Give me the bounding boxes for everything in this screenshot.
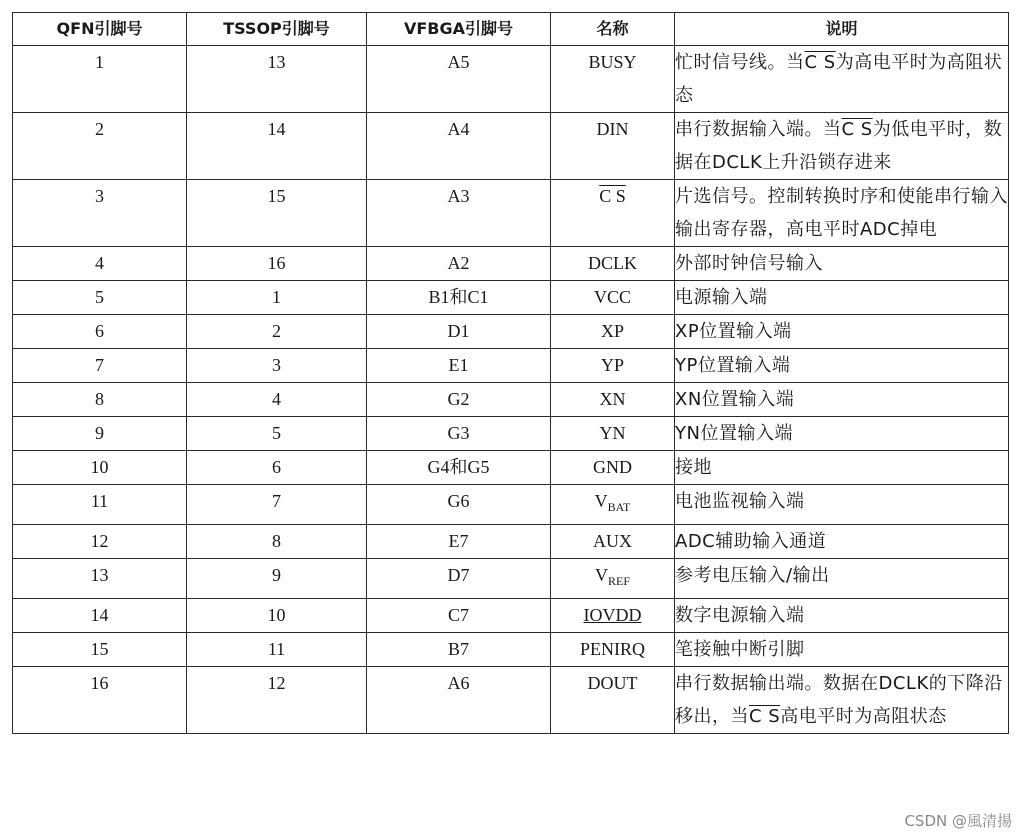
cell-tssop: 16: [187, 247, 367, 281]
description-text: 片选信号。控制转换时序和使能串行输入输出寄存器，高电平时ADC掉电: [675, 186, 1008, 240]
table-row: [13, 599, 1009, 633]
table-row: [13, 383, 1009, 417]
pin-name-text: BUSY: [588, 52, 637, 72]
cell-qfn: 3: [13, 180, 187, 247]
pin-name-text: V: [594, 491, 608, 511]
cell-qfn: 13: [13, 559, 187, 599]
cell-tssop: 2: [187, 315, 367, 349]
description-text: 高电平时为高阻状态: [780, 706, 947, 727]
header-name: 名称: [551, 13, 675, 46]
cell-qfn: 11: [13, 485, 187, 525]
cs-signal-text: C S: [749, 706, 781, 727]
pin-name-text: DIN: [596, 119, 629, 139]
cell-pin-name: [551, 525, 675, 559]
table-row: [13, 349, 1009, 383]
cell-pin-name: [551, 46, 675, 113]
cell-description: [675, 633, 1009, 667]
table-row: [13, 559, 1009, 599]
cell-vfbga: B7: [367, 633, 551, 667]
pin-name-text: C S: [599, 186, 626, 206]
description-text: ADC辅助输入通道: [675, 531, 827, 552]
cell-qfn: 12: [13, 525, 187, 559]
cell-vfbga: E7: [367, 525, 551, 559]
cell-description: [675, 247, 1009, 281]
table-row: [13, 485, 1009, 525]
cell-qfn: 5: [13, 281, 187, 315]
pin-name-text: XN: [599, 389, 626, 409]
pin-name-text: PENIRQ: [579, 639, 645, 659]
cell-vfbga: C7: [367, 599, 551, 633]
description-text: 参考电压输入/输出: [675, 565, 830, 586]
cell-qfn: 16: [13, 667, 187, 734]
description-text: 忙时信号线。当: [675, 52, 805, 73]
header-vfbga: VFBGA引脚号: [367, 13, 551, 46]
description-text: YN位置输入端: [675, 423, 793, 444]
description-text: 串行数据输出端。数据在DCLK的下降沿移出，当: [675, 673, 1003, 727]
header-description: 说明: [675, 13, 1009, 46]
table-row: [13, 281, 1009, 315]
description-text: 串行数据输入端。当: [675, 119, 842, 140]
table-row: [13, 180, 1009, 247]
cell-description: [675, 451, 1009, 485]
table-row: [13, 113, 1009, 180]
cell-tssop: 1: [187, 281, 367, 315]
cell-pin-name: [551, 113, 675, 180]
cell-tssop: 14: [187, 113, 367, 180]
pin-name-text: V: [594, 565, 608, 585]
table-header: [13, 13, 1009, 46]
table-row: [13, 633, 1009, 667]
table-row: [13, 315, 1009, 349]
pin-name-text: AUX: [593, 531, 632, 551]
table-row: [13, 451, 1009, 485]
cell-qfn: 14: [13, 599, 187, 633]
cs-signal-text: C S: [804, 52, 836, 73]
cell-qfn: 8: [13, 383, 187, 417]
cell-description: [675, 525, 1009, 559]
cell-pin-name: [551, 349, 675, 383]
table-row: [13, 46, 1009, 113]
cell-tssop: 10: [187, 599, 367, 633]
cell-qfn: 15: [13, 633, 187, 667]
cell-description: [675, 46, 1009, 113]
table-row: [13, 247, 1009, 281]
cell-tssop: 11: [187, 633, 367, 667]
cell-description: [675, 315, 1009, 349]
description-text: 笔接触中断引脚: [675, 639, 805, 660]
cell-tssop: 12: [187, 667, 367, 734]
pin-table: [12, 12, 1009, 734]
pin-name-text: VCC: [593, 287, 631, 307]
cell-pin-name: [551, 247, 675, 281]
description-text: 外部时钟信号输入: [675, 253, 823, 274]
cell-vfbga: A5: [367, 46, 551, 113]
cell-vfbga: B1和C1: [367, 281, 551, 315]
cell-qfn: 1: [13, 46, 187, 113]
header-tssop: TSSOP引脚号: [187, 13, 367, 46]
cell-tssop: 9: [187, 559, 367, 599]
cell-tssop: 4: [187, 383, 367, 417]
description-text: 为高电平时为高阻状态: [675, 52, 1003, 106]
cell-qfn: 7: [13, 349, 187, 383]
cell-pin-name: [551, 559, 675, 599]
cell-tssop: 6: [187, 451, 367, 485]
table-body: [13, 46, 1009, 734]
cell-pin-name: [551, 633, 675, 667]
cell-vfbga: A2: [367, 247, 551, 281]
cell-pin-name: [551, 383, 675, 417]
cell-pin-name: [551, 599, 675, 633]
cell-description: [675, 180, 1009, 247]
description-text: 电源输入端: [675, 287, 768, 308]
description-text: YP位置输入端: [675, 355, 791, 376]
cell-qfn: 4: [13, 247, 187, 281]
cell-vfbga: D1: [367, 315, 551, 349]
cell-qfn: 9: [13, 417, 187, 451]
cell-tssop: 13: [187, 46, 367, 113]
cell-pin-name: [551, 485, 675, 525]
cell-description: [675, 281, 1009, 315]
cell-vfbga: G3: [367, 417, 551, 451]
cell-description: [675, 667, 1009, 734]
description-text: XP位置输入端: [675, 321, 792, 342]
cell-vfbga: E1: [367, 349, 551, 383]
pin-name-text: YN: [599, 423, 626, 443]
cell-description: [675, 417, 1009, 451]
cell-description: [675, 599, 1009, 633]
pin-name-text: DOUT: [587, 673, 638, 693]
description-text: XN位置输入端: [675, 389, 795, 410]
description-text: 电池监视输入端: [675, 491, 805, 512]
cell-tssop: 15: [187, 180, 367, 247]
cell-description: [675, 113, 1009, 180]
table-row: [13, 525, 1009, 559]
pin-name-text: YP: [600, 355, 624, 375]
cell-vfbga: A3: [367, 180, 551, 247]
cell-tssop: 7: [187, 485, 367, 525]
pin-name-text: GND: [593, 457, 632, 477]
cell-qfn: 6: [13, 315, 187, 349]
cell-qfn: 2: [13, 113, 187, 180]
cell-description: [675, 383, 1009, 417]
cell-description: [675, 485, 1009, 525]
cell-description: [675, 349, 1009, 383]
cell-vfbga: G6: [367, 485, 551, 525]
table-row: [13, 667, 1009, 734]
cs-signal-text: C S: [841, 119, 873, 140]
pin-name-text: DCLK: [588, 253, 637, 273]
cell-vfbga: D7: [367, 559, 551, 599]
description-text: 数字电源输入端: [675, 605, 805, 626]
cell-vfbga: A4: [367, 113, 551, 180]
watermark: CSDN @風清揚: [904, 812, 1012, 830]
cell-qfn: 10: [13, 451, 187, 485]
cell-vfbga: G4和G5: [367, 451, 551, 485]
cell-pin-name: [551, 180, 675, 247]
cell-tssop: 5: [187, 417, 367, 451]
cell-vfbga: G2: [367, 383, 551, 417]
pin-name-subscript: REF: [607, 574, 630, 588]
cell-tssop: 3: [187, 349, 367, 383]
cell-vfbga: A6: [367, 667, 551, 734]
header-row: [13, 13, 1009, 46]
header-qfn: QFN引脚号: [13, 13, 187, 46]
cell-description: [675, 559, 1009, 599]
cell-pin-name: [551, 281, 675, 315]
cell-pin-name: [551, 451, 675, 485]
cell-pin-name: [551, 315, 675, 349]
pin-name-text: XP: [600, 321, 624, 341]
cell-pin-name: [551, 667, 675, 734]
cell-tssop: 8: [187, 525, 367, 559]
table-row: [13, 417, 1009, 451]
cell-pin-name: [551, 417, 675, 451]
description-text: 为低电平时，数据在DCLK上升沿锁存进来: [675, 119, 1003, 173]
pin-name-subscript: BAT: [607, 500, 631, 514]
pin-name-text: IOVDD: [583, 605, 642, 625]
description-text: 接地: [675, 457, 712, 478]
